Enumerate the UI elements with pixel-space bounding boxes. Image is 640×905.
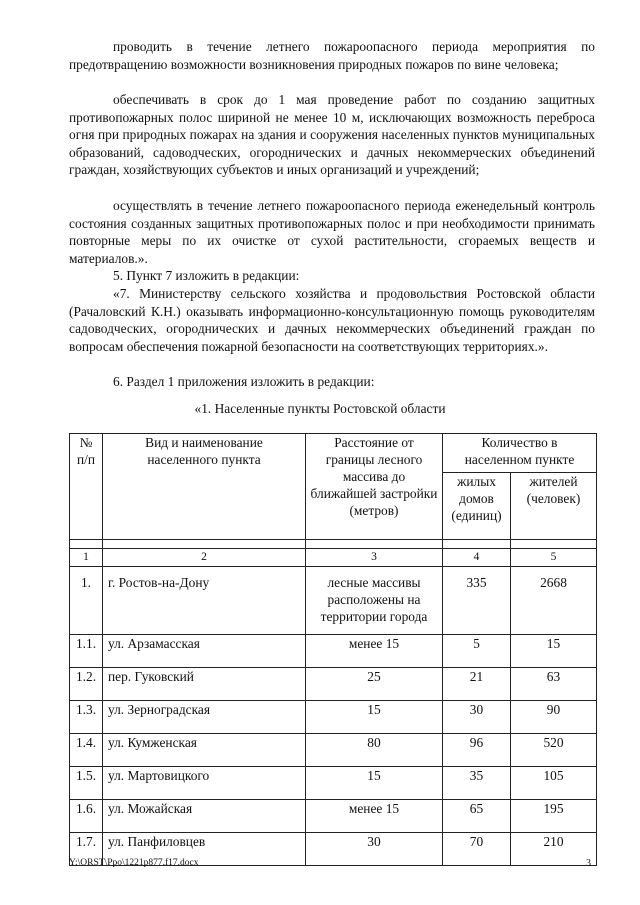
cell-name: г. Ростов-на-Дону (103, 567, 306, 635)
cell-distance: менее 15 (306, 800, 443, 833)
cell-name: ул. Мартовицкого (103, 767, 306, 800)
cell-name: ул. Зерноградская (103, 701, 306, 734)
cell-name: ул. Арзамасская (103, 635, 306, 668)
cell-residents: 520 (511, 734, 597, 767)
cell-residents: 195 (511, 800, 597, 833)
column-number: 3 (306, 549, 443, 567)
table-row (70, 567, 597, 635)
cell-name: ул. Кумженская (103, 734, 306, 767)
header-name: Вид и наименование населенного пункта (103, 434, 306, 540)
cell-num: 1.4. (70, 734, 103, 767)
cell-houses: 96 (443, 734, 511, 767)
cell-houses: 5 (443, 635, 511, 668)
cell-distance: лесные массивы расположены на территории города (306, 567, 443, 635)
cell-num: 1.3. (70, 701, 103, 734)
table-gap-row (70, 540, 597, 549)
cell-num: 1.2. (70, 668, 103, 701)
settlements-table (69, 433, 597, 866)
cell-residents: 90 (511, 701, 597, 734)
table-header-row (70, 434, 597, 473)
table-row (70, 800, 597, 833)
table-row (70, 668, 597, 701)
paragraph-protective-strips: обеспечивать в срок до 1 мая проведение работ по созданию защитных противопожарных полос шириной не менее 10 м, исключающих возможность переброса огня при природных пожарах на здания и сооружения населенных пунктов муниципальных образований, садоводческих, огороднических и дачных некоммерческих объединений граждан, хозяйствующих субъектов и иных организаций и учреждений; (69, 92, 595, 178)
cell-houses: 65 (443, 800, 511, 833)
cell-name: ул. Панфиловцев (103, 833, 306, 866)
cell-residents: 63 (511, 668, 597, 701)
paragraph-ministry: «7. Министерству сельского хозяйства и продовольствия Ростовской области (Рачаловский К.Н.) оказывать информационно-консультационную помощь руководителям садоводческих, огороднических и дачных некоммерческих объединений граждан по вопросам обеспечения пожарной безопасности на соответствующих территориях.». (69, 286, 595, 354)
cell-residents: 210 (511, 833, 597, 866)
cell-num: 1.7. (70, 833, 103, 866)
cell-name: пер. Гуковский (103, 668, 306, 701)
cell-distance: менее 15 (306, 635, 443, 668)
paragraph-item-5: 5. Пункт 7 изложить в редакции: (113, 268, 300, 283)
column-number: 5 (511, 549, 597, 567)
cell-residents: 15 (511, 635, 597, 668)
column-number: 4 (443, 549, 511, 567)
cell-num: 1.6. (70, 800, 103, 833)
cell-distance: 15 (306, 767, 443, 800)
footer-file-path: Y:\ORST\Ppo\1221p877.f17.docx (69, 858, 199, 868)
table-row (70, 767, 597, 800)
table-title: «1. Населенные пункты Ростовской области (194, 401, 446, 416)
cell-num: 1.5. (70, 767, 103, 800)
cell-residents: 105 (511, 767, 597, 800)
cell-distance: 80 (306, 734, 443, 767)
cell-distance: 30 (306, 833, 443, 866)
header-num: № п/п (70, 434, 103, 540)
column-number-row (70, 549, 597, 567)
cell-houses: 70 (443, 833, 511, 866)
header-residents: жителей (человек) (511, 473, 597, 540)
cell-num: 1. (70, 567, 103, 635)
table-row (70, 701, 597, 734)
table-row (70, 635, 597, 668)
column-number: 1 (70, 549, 103, 567)
paragraph-item-6: 6. Раздел 1 приложения изложить в редакции: (113, 374, 375, 389)
cell-houses: 30 (443, 701, 511, 734)
cell-residents: 2668 (511, 567, 597, 635)
header-houses: жилых домов (единиц) (443, 473, 511, 540)
cell-num: 1.1. (70, 635, 103, 668)
cell-distance: 25 (306, 668, 443, 701)
paragraph-weekly-control: осуществлять в течение летнего пожароопасного периода еженедельный контроль состояния созданных защитных противопожарных полос и при необходимости принимать повторные меры по их очистке от сухой растительности, сгораемых веществ и материалов.». (69, 198, 595, 266)
cell-houses: 21 (443, 668, 511, 701)
cell-name: ул. Можайская (103, 800, 306, 833)
paragraph-fire-measures: проводить в течение летнего пожароопасного периода мероприятия по предотвращению возможности возникновения природных пожаров по вине человека; (69, 39, 595, 72)
header-distance: Расстояние от границы лесного массива до ближайшей застройки (метров) (306, 434, 443, 540)
table-row (70, 734, 597, 767)
cell-distance: 15 (306, 701, 443, 734)
header-quantity: Количество в населенном пункте (443, 434, 597, 473)
column-number: 2 (103, 549, 306, 567)
page-number: 3 (586, 858, 591, 869)
cell-houses: 35 (443, 767, 511, 800)
cell-houses: 335 (443, 567, 511, 635)
